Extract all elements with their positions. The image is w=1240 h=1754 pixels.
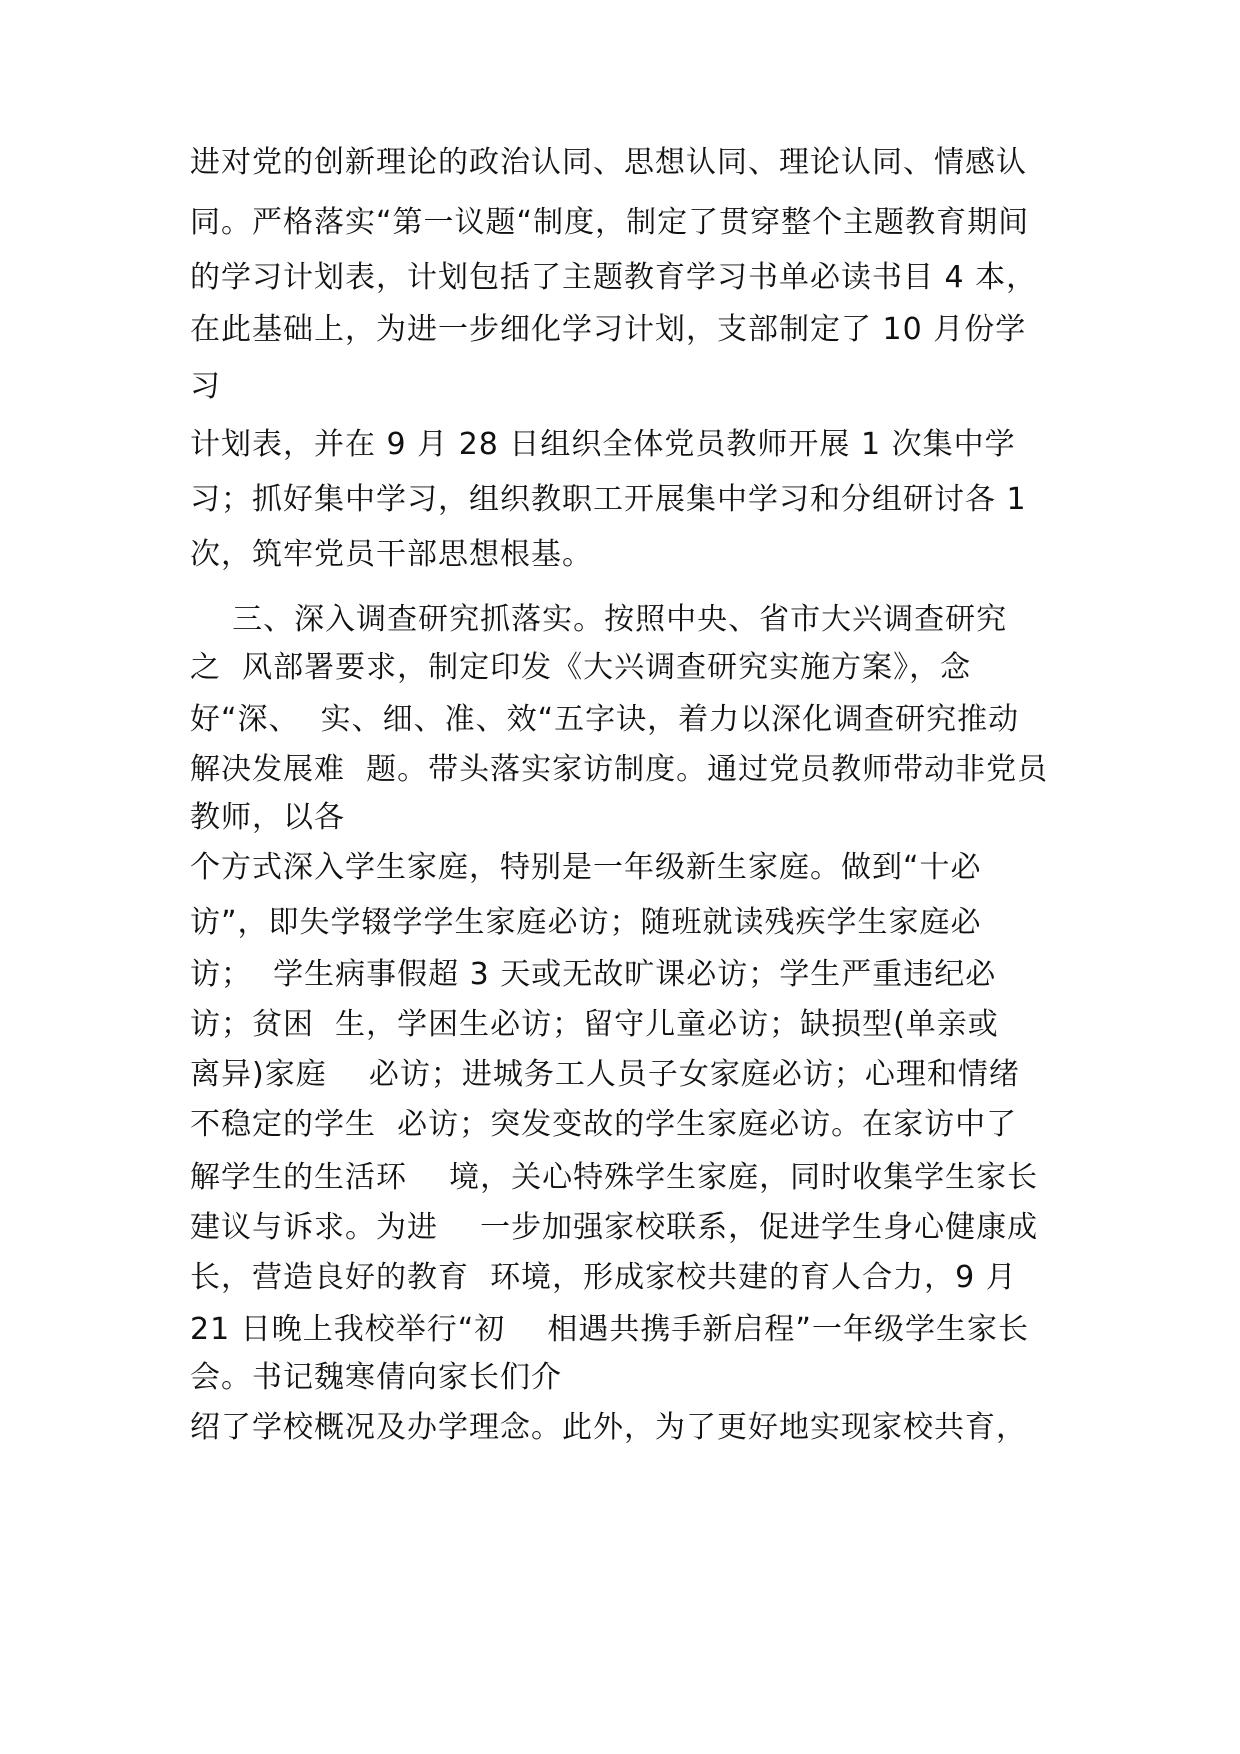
text-line: 21 日晚上我校举行“初 相遇共携手新启程”一年级学生家长 xyxy=(190,1312,1029,1347)
text-line: 解学生的生活环 境，关心特殊学生家庭，同时收集学生家长 xyxy=(190,1160,1039,1195)
text-line: 计划表，并在 9 月 28 日组织全体党员教师开展 1 次集中学 xyxy=(190,427,1016,462)
text-line: 会。书记魏寒倩向家长们介 xyxy=(190,1360,562,1395)
text-line: 建议与诉求。为进 一步加强家校联系，促进学生身心健康成 xyxy=(190,1210,1039,1245)
text-line: 长，营造良好的教育 环境，形成家校共建的育人合力，9 月 xyxy=(190,1260,1017,1295)
text-line: 进对党的创新理论的政治认同、思想认同、理论认同、情感认 xyxy=(190,145,1027,180)
text-line: 个方式深入学生家庭，特别是一年级新生家庭。做到“十必 xyxy=(190,850,982,885)
text-line: 解决发展难 题。带头落实家访制度。通过党员教师带动非党员 xyxy=(190,752,1049,787)
text-line: 访；贫困 生，学困生必访；留守儿童必访；缺损型(单亲或 xyxy=(190,1007,999,1042)
text-line: 绍了学校概况及办学理念。此外，为了更好地实现家校共育， xyxy=(190,1410,1027,1445)
text-line: 习 xyxy=(190,369,221,404)
text-line: 之 风部署要求，制定印发《大兴调查研究实施方案》，念 xyxy=(190,650,972,685)
text-line: 访”，即失学辍学学生家庭必访；随班就读残疾学生家庭必 xyxy=(190,905,982,940)
text-line: 习；抓好集中学习，组织教职工开展集中学习和分组研讨各 1 xyxy=(190,482,1027,517)
text-line: 教师，以各 xyxy=(190,800,345,835)
text-line: 同。严格落实“第一议题“制度，制定了贯穿整个主题教育期间 xyxy=(190,205,1030,240)
section-heading-line: 三、深入调查研究抓落实。按照中央、省市大兴调查研究 xyxy=(190,602,1008,637)
text-line: 次，筑牢党员干部思想根基。 xyxy=(190,537,593,572)
text-line: 好“深、 实、细、准、效“五字诀，着力以深化调查研究推动 xyxy=(190,702,1020,737)
text-line: 不稳定的学生 必访；突发变故的学生家庭必访。在家访中了 xyxy=(190,1107,1018,1142)
text-line: 的学习计划表，计划包括了主题教育学习书单必读书目 4 本， xyxy=(190,260,1038,295)
text-line: 离异)家庭 必访；进城务工人员子女家庭必访；心理和情绪 xyxy=(190,1057,1020,1092)
text-line: 在此基础上，为进一步细化学习计划，支部制定了 10 月份学 xyxy=(190,312,1027,347)
text-line: 访； 学生病事假超 3 天或无故旷课必访；学生严重违纪必 xyxy=(190,957,997,992)
